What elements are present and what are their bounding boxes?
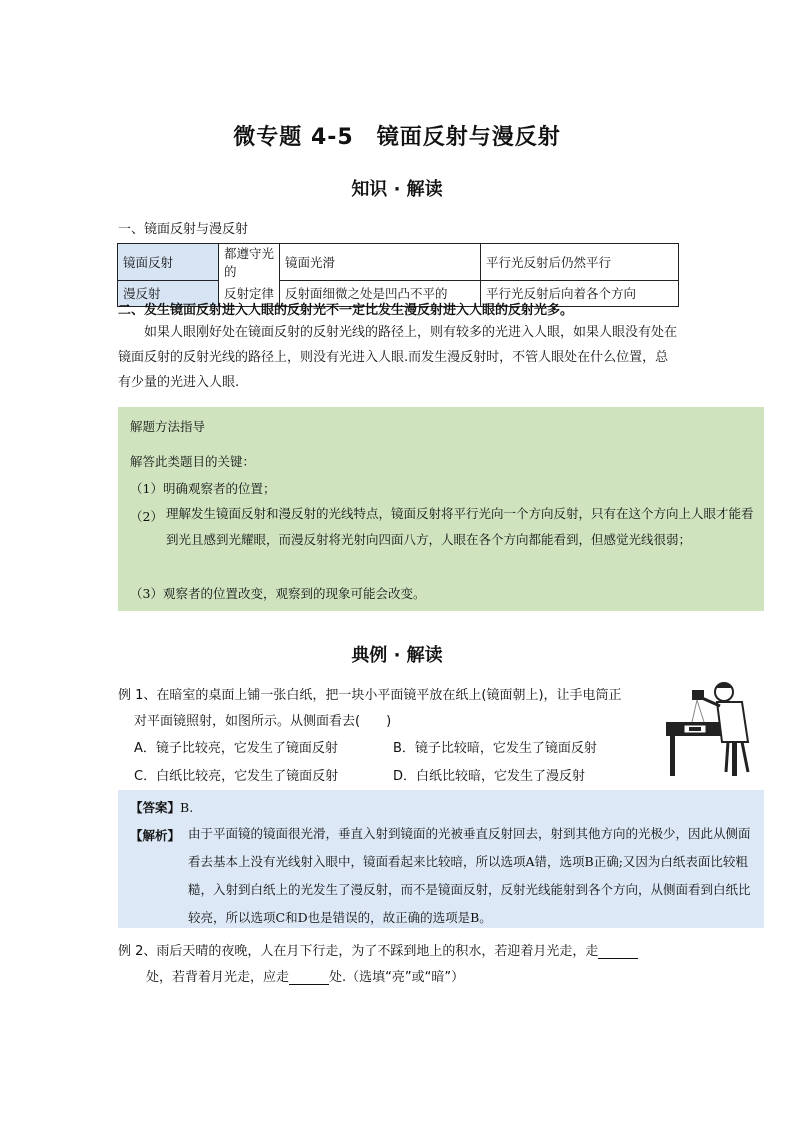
option-d: D．白纸比较暗，它发生了漫反射 [393,769,586,784]
point-one: 一、镜面反射与漫反射 [118,222,249,237]
method-item-2-lead: （2） [130,509,163,524]
option-b: B．镜子比较暗，它发生了镜面反射 [393,741,597,756]
example2-text-a: 处，若背着月光走，应走 [146,970,290,985]
option-c: C．白纸比较亮，它发生了镜面反射 [134,769,339,784]
method-heading: 解题方法指导 [130,419,206,434]
table-cell: 反射定律 [219,280,280,306]
table-cell: 镜面反射 [118,244,219,281]
answer-blank-1[interactable] [598,944,638,959]
method-item-1: （1）明确观察者的位置； [130,481,276,496]
method-item-2: 理解发生镜面反射和漫反射的光线特点，镜面反射将平行光向一个方向反射，只有在这个方向上人眼才能看到光且感到光耀眼，而漫反射将光射向四面八方，人眼在各个方向都能看到，但感觉光线很弱； [166,506,754,547]
table-cell: 都遵守光的 [219,244,280,281]
comparison-table [117,243,679,307]
analysis-label: 【解析】 [130,828,181,843]
table-cell: 漫反射 [118,280,219,306]
table-cell: 镜面光滑 [280,244,481,281]
example2-stem: 例 2、雨后天晴的夜晚，人在月下行走，为了不踩到地上的积水，若迎着月光走，走 [118,944,599,959]
table-cell: 平行光反射后仍然平行 [481,244,679,281]
example1-stem-line2: 对平面镜照射，如图所示。从侧面看去( ) [134,714,392,729]
table-cell: 平行光反射后向着各个方向 [481,280,679,306]
method-item-3: （3）观察者的位置改变，观察到的现象可能会改变。 [130,586,426,601]
answer-box [118,790,764,928]
point-two: 二、发生镜面反射进入人眼的反射光不一定比发生漫反射进入人眼的反射光多。 [118,303,574,318]
method-intro: 解答此类题目的关键： [130,454,256,469]
example2-or: 或 [411,970,425,985]
page-title: 微专题 4-5 镜面反射与漫反射 [233,125,561,150]
example2-close: ） [451,970,465,985]
example2-choice-liang: “亮” [385,970,412,985]
explanation-paragraph: 如果人眼刚好处在镜面反射的反射光线的路径上，则有较多的光进入人眼，如果人眼没有处在镜面反射的反射光线的路径上，则没有光进入人眼.而发生漫反射时，不管人眼处在什么位置，总有少量的光进入人眼. [118,325,678,390]
example-heading: 典例 · 解读 [351,645,443,666]
table-cell: 反射面细微之处是凹凸不平的 [280,280,481,306]
answer-value: B. [180,800,194,815]
answer-label: 【答案】 [130,800,181,815]
answer-blank-2[interactable] [289,970,329,985]
experiment-figure [662,680,766,778]
example1-stem-line1: 例 1、在暗室的桌面上铺一张白纸，把一块小平面镜平放在纸上(镜面朝上)，让手电筒正 [118,688,622,703]
table-row [118,244,679,281]
knowledge-heading: 知识 · 解读 [351,179,443,200]
option-a: A．镜子比较亮，它发生了镜面反射 [134,741,338,756]
analysis-text: 由于平面镜的镜面很光滑，垂直入射到镜面的光被垂直反射回去，射到其他方向的光极少，因此从侧面看去基本上没有光线射入眼中，镜面看起来比较暗，所以选项A错，选项B正确;又因为白纸表面比较粗糙，入射到白纸上的光发生了漫反射，而不是镜面反射，反射光线能射到各个方向，从侧面看到白纸比较亮，所以选项C和D也是错误的，故正确的选项是B。 [188,826,751,925]
method-guide-box [118,407,764,611]
example2-text-b: 处.（选填 [329,970,386,985]
example2-line2 [146,966,464,985]
example2-choice-an: “暗” [424,970,452,985]
example2-line1 [118,940,638,959]
